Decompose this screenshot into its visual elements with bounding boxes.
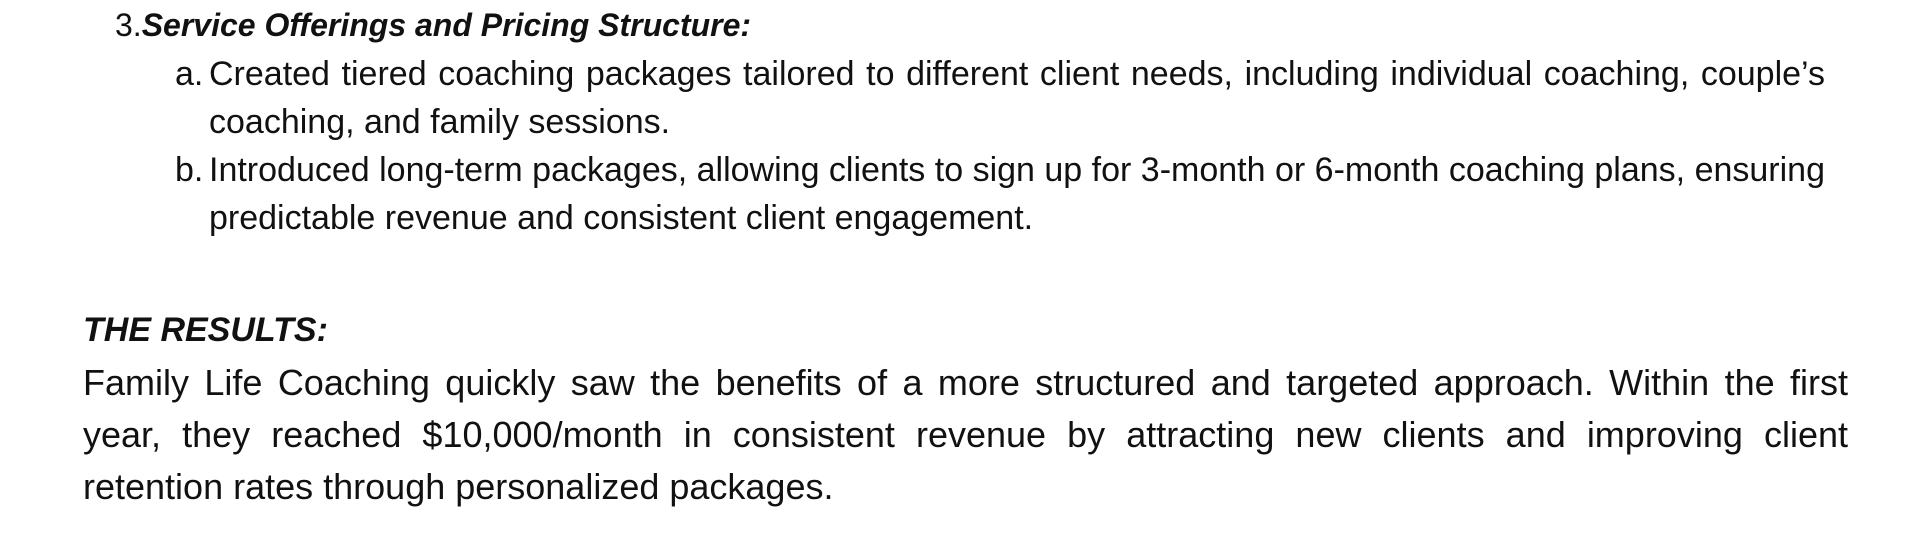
section-heading: Service Offerings and Pricing Structure: (141, 7, 752, 43)
sub-list-text: Introduced long-term packages, allowing clients to sign up for 3-month or 6-month coaching plans, ensuring predictable revenue and consistent client engagement. (209, 151, 1825, 237)
numbered-list-item (115, 4, 751, 46)
sub-list-marker: a. (175, 55, 204, 93)
sub-list-item-a (170, 50, 1825, 146)
sub-list-item-b (170, 146, 1825, 242)
results-paragraph: Family Life Coaching quickly saw the benefits of a more structured and targeted approach. Within the first year, they reached $10,000/month in consistent revenue by attracting new clients and improving client retention rates through personalized packages. (83, 362, 1848, 507)
sub-list-marker: b. (175, 151, 204, 189)
sub-list-text: Created tiered coaching packages tailored to different client needs, including individual coaching, couple’s coaching, and family sessions. (209, 55, 1825, 141)
list-number: 3. (115, 7, 142, 43)
results-heading: THE RESULTS: (83, 311, 328, 349)
